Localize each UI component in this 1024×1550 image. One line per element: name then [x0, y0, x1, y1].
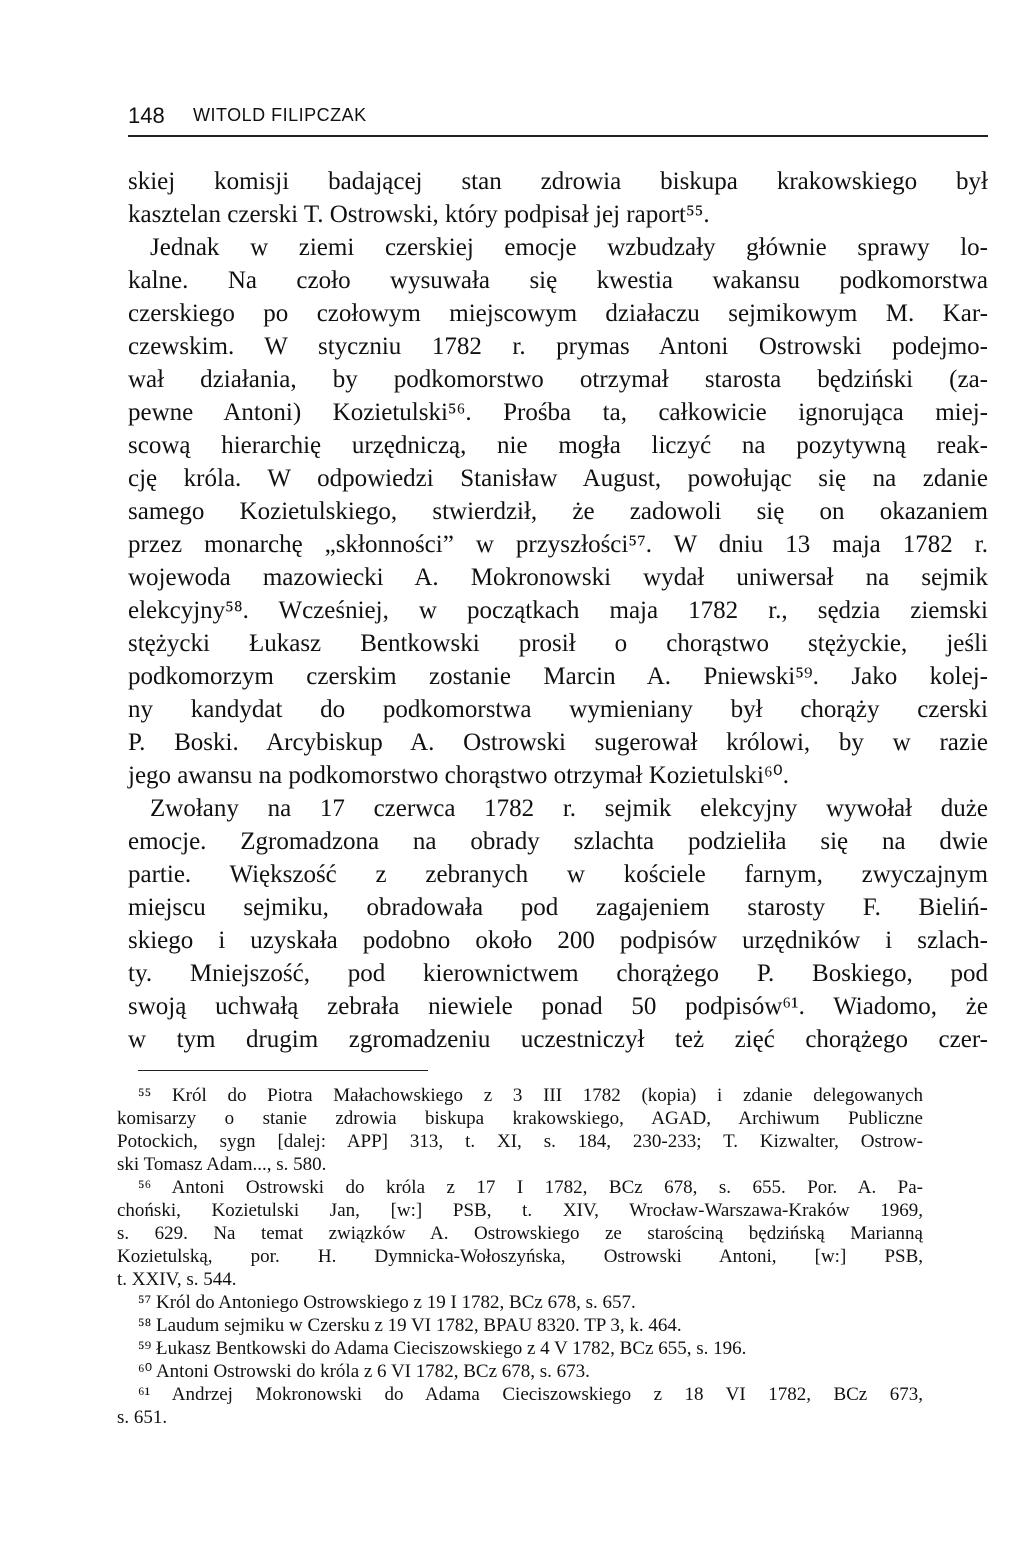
body-line: elekcyjny⁵⁸. Wcześniej, w początkach maja 1782 r., sędzia ziemski: [128, 597, 988, 624]
body-line: swoją uchwałą zebrała niewiele ponad 50 podpisów⁶¹. Wiadomo, że: [128, 993, 988, 1020]
body-line: scową hierarchię urzędniczą, nie mogła liczyć na pozytywną reak-: [128, 432, 988, 459]
body-line: P. Boski. Arcybiskup A. Ostrowski sugerował królowi, by w razie: [128, 729, 988, 756]
body-line: wojewoda mazowiecki A. Mokronowski wydał uniwersał na sejmik: [128, 564, 988, 591]
footnote-line: ⁵⁹ Łukasz Bentkowski do Adama Cieciszowskiego z 4 V 1782, BCz 655, s. 196.: [138, 1338, 747, 1359]
body-line: emocje. Zgromadzona na obrady szlachta podzieliła się na dwie: [128, 828, 988, 855]
body-line: ny kandydat do podkomorstwa wymieniany był chorąży czerski: [128, 696, 988, 723]
body-line: Zwołany na 17 czerwca 1782 r. sejmik elekcyjny wywołał duże: [150, 795, 988, 822]
body-line: kalne. Na czoło wysuwała się kwestia wakansu podkomorstwa: [128, 267, 988, 294]
running-header: [128, 101, 988, 137]
body-line: ty. Mniejszość, pod kierownictwem chorążego P. Boskiego, pod: [128, 960, 988, 987]
footnote-line: ⁶¹ Andrzej Mokronowski do Adama Cieciszowskiego z 18 VI 1782, BCz 673,: [138, 1384, 923, 1405]
body-line: kasztelan czerski T. Ostrowski, który podpisał jej raport⁵⁵.: [128, 201, 710, 228]
body-line: w tym drugim zgromadzeniu uczestniczył też zięć chorążego czer-: [128, 1026, 988, 1053]
body-line: przez monarchę „skłonności” w przyszłości⁵⁷. W dniu 13 maja 1782 r.: [128, 531, 988, 558]
body-line: stężycki Łukasz Bentkowski prosił o chorąstwo stężyckie, jeśli: [128, 630, 988, 657]
body-line: samego Kozietulskiego, stwierdził, że zadowoli się on okazaniem: [128, 498, 988, 525]
body-line: jego awansu na podkomorstwo chorąstwo otrzymał Kozietulski⁶⁰.: [128, 762, 789, 789]
footnote-separator: [138, 1070, 428, 1071]
footnote-line: ⁵⁷ Król do Antoniego Ostrowskiego z 19 I 1782, BCz 678, s. 657.: [138, 1292, 636, 1313]
footnote-line: s. 651.: [117, 1407, 168, 1428]
footnote-line: ski Tomasz Adam..., s. 580.: [117, 1154, 327, 1175]
body-line: skiej komisji badającej stan zdrowia biskupa krakowskiego był: [128, 168, 988, 195]
page-number: 148: [128, 103, 165, 128]
footnote-line: Kozietulską, por. H. Dymnicka-Wołoszyńska, Ostrowski Antoni, [w:] PSB,: [117, 1246, 923, 1267]
body-line: partie. Większość z zebranych w kościele farnym, zwyczajnym: [128, 861, 988, 888]
footnote-line: t. XXIV, s. 544.: [117, 1269, 237, 1290]
footnote-line: Potockich, sygn [dalej: APP] 313, t. XI, s. 184, 230-233; T. Kizwalter, Ostrow-: [117, 1131, 923, 1152]
footnote-line: ⁶⁰ Antoni Ostrowski do króla z 6 VI 1782, BCz 678, s. 673.: [138, 1361, 590, 1382]
body-line: Jednak w ziemi czerskiej emocje wzbudzały głównie sprawy lo-: [150, 234, 988, 261]
body-line: czewskim. W styczniu 1782 r. prymas Antoni Ostrowski podejmo-: [128, 333, 988, 360]
footnote-line: choński, Kozietulski Jan, [w:] PSB, t. XIV, Wrocław-Warszawa-Kraków 1969,: [117, 1200, 923, 1221]
body-line: cję króla. W odpowiedzi Stanisław August, powołując się na zdanie: [128, 465, 988, 492]
body-line: pewne Antoni) Kozietulski⁵⁶. Prośba ta, całkowicie ignorująca miej-: [128, 399, 988, 426]
footnote-line: ⁵⁸ Laudum sejmiku w Czersku z 19 VI 1782, BPAU 8320. TP 3, k. 464.: [138, 1315, 682, 1336]
footnote-line: s. 629. Na temat związków A. Ostrowskiego ze starościną będzińską Marianną: [117, 1223, 923, 1244]
body-line: miejscu sejmiku, obradowała pod zagajeniem starosty F. Bieliń-: [128, 894, 988, 921]
running-head: WITOLD FILIPCZAK: [193, 105, 367, 125]
body-line: wał działania, by podkomorstwo otrzymał starosta będziński (za-: [128, 366, 988, 393]
body-line: czerskiego po czołowym miejscowym działaczu sejmikowym M. Kar-: [128, 300, 988, 327]
body-line: podkomorzym czerskim zostanie Marcin A. Pniewski⁵⁹. Jako kolej-: [128, 663, 988, 690]
footnote-line: ⁵⁵ Król do Piotra Małachowskiego z 3 III 1782 (kopia) i zdanie delegowanych: [138, 1085, 923, 1106]
footnote-line: komisarzy o stanie zdrowia biskupa krakowskiego, AGAD, Archiwum Publiczne: [117, 1108, 923, 1129]
footnote-line: ⁵⁶ Antoni Ostrowski do króla z 17 I 1782, BCz 678, s. 655. Por. A. Pa-: [138, 1177, 923, 1198]
body-line: skiego i uzyskała podobno około 200 podpisów urzędników i szlach-: [128, 927, 988, 954]
